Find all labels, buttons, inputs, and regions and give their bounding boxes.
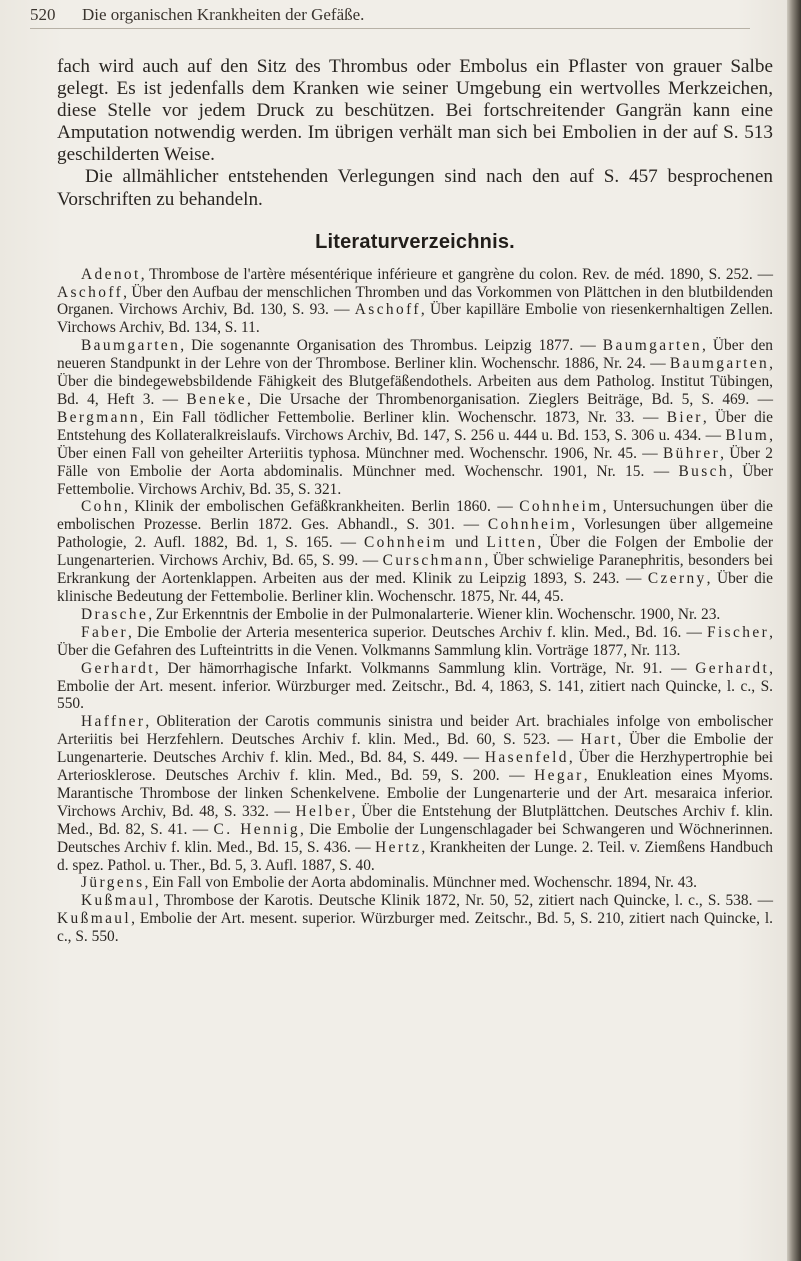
reference-author: Kußmaul <box>81 892 156 910</box>
reference-text: , Über Fettembolie. Virchows Archiv, Bd. 35, S. 321. <box>57 462 773 498</box>
reference-text: , Die Embolie der Lungenschlagader bei Schwangeren und Wöchnerinnen. Deutsches Archiv f. klin. Med., Bd. 15, S. 436. — <box>57 820 774 856</box>
reference-text: , Über einen Fall von geheilter Arteriitis typhosa. Münchner med. Wochenschr. 1906, Nr. 45. — <box>57 426 773 462</box>
reference-author: Baumgarten <box>602 337 703 355</box>
reference-text: , Über die Gefahren des Lufteintritts in die Venen. Volkmanns Sammlung klin. Vorträge 1877, Nr. 113. <box>57 623 773 659</box>
page-number: 520 <box>30 5 56 24</box>
reference-author: Hertz <box>375 838 422 856</box>
reference-author: Hart <box>580 731 618 749</box>
reference-entry <box>57 266 773 338</box>
reference-entry <box>57 337 773 498</box>
reference-author: C. Hennig <box>213 820 300 838</box>
reference-author: Fischer <box>707 623 770 641</box>
reference-author: Baumgarten <box>669 355 770 373</box>
reference-text: , Über den Aufbau der menschlichen Thromben und das Vorkommen von Plättchen in den blutbildenden Organen. Virchows Archiv, Bd. 130, S. 93. — <box>57 283 773 319</box>
reference-author: Bührer <box>662 444 721 462</box>
reference-text: , Untersuchungen über die embolischen Prozesse. Berlin 1872. Ges. Abhandl., S. 301. — <box>57 498 773 534</box>
reference-author: Kußmaul <box>57 910 132 928</box>
reference-text: , Klinik der embolischen Gefäßkrankheiten. Berlin 1860. — <box>123 498 520 516</box>
reference-entry <box>57 606 773 624</box>
reference-author: Haffner <box>81 713 146 731</box>
reference-author: Aschoff <box>57 283 124 301</box>
reference-author: Cohnheim <box>363 534 448 552</box>
reference-entry <box>57 874 773 892</box>
page-header <box>30 2 750 29</box>
reference-author: Hegar <box>534 767 584 785</box>
reference-entry <box>57 624 773 660</box>
reference-text: , Ein Fall von Embolie der Aorta abdominalis. Münchner med. Wochenschr. 1894, Nr. 43. <box>144 874 697 892</box>
reference-text: , Über 2 Fälle von Embolie der Aorta abdominalis. Münchner med. Wochenschr. 1901, Nr. 15. — <box>57 444 773 480</box>
reference-author: Czerny <box>647 570 707 588</box>
reference-text: , Über schwielige Paranephritis, besonders bei Erkrankung der Aortenklappen. Arbeiten aus der med. Klinik zu Leipzig 1893, S. 243. — <box>57 552 773 588</box>
reference-text: , Thrombose de l'artère mésentérique inférieure et gangrène du colon. Rev. de méd. 1890, S. 252. — <box>140 265 773 283</box>
body-paragraph-2: Die allmählicher entstehenden Verlegungen sind nach den auf S. 457 besprochenen Vorschriften zu behandeln. <box>57 166 773 210</box>
reference-text: , Über die Herzhypertrophie bei Arteriosklerose. Deutsches Archiv f. klin. Med., Bd. 59, S. 200. — <box>57 749 773 785</box>
reference-text: und <box>447 534 487 552</box>
reference-text: , Krankheiten der Lunge. 2. Teil. v. Ziemßens Handbuch d. spez. Pathol. u. Ther., Bd. 5, 3. Aufl. 1887, S. 40. <box>57 838 773 874</box>
reference-entry <box>57 713 773 874</box>
reference-author: Hasenfeld <box>484 749 569 767</box>
reference-text: , Vorlesungen über allgemeine Pathologie, 2. Aufl. 1882, Bd. 1, S. 165. — <box>57 516 773 552</box>
reference-text: , Obliteration der Carotis communis sinistra und beider Art. brachiales infolge von embolischer Arteriitis bei Herzfehlern. Deutsches Archiv f. klin. Med., Bd. 60, S. 523. — <box>57 713 773 749</box>
literature-heading: Literaturverzeichnis. <box>315 230 515 253</box>
running-head: Die organischen Krankheiten der Gefäße. <box>82 5 365 24</box>
reference-text: , Zur Erkenntnis der Embolie in der Pulmonalarterie. Wiener klin. Wochenschr. 1900, Nr. 23. <box>148 605 721 623</box>
reference-author: Gerhardt <box>81 659 155 677</box>
reference-author: Drasche <box>81 605 149 623</box>
reference-author: Adenot <box>81 265 141 283</box>
reference-list <box>57 266 773 946</box>
reference-author: Bier <box>666 408 703 426</box>
reference-author: Aschoff <box>354 301 421 319</box>
reference-author: Jürgens <box>81 874 145 892</box>
reference-author: Beneke <box>186 391 247 408</box>
reference-author: Busch <box>678 462 729 480</box>
reference-text: , Die Embolie der Arteria mesenterica superior. Deutsches Archiv f. klin. Med., Bd. 16. — <box>128 623 708 641</box>
reference-author: Bergmann <box>57 408 141 426</box>
reference-author: Baumgarten <box>81 337 181 355</box>
reference-text: , Embolie der Art. mesent. inferior. Würzburger med. Zeitschr., Bd. 4, 1863, S. 141, zitiert nach Quincke, l. c., S. 550. <box>57 659 773 713</box>
body-paragraph-1: fach wird auch auf den Sitz des Thrombus oder Embolus ein Pflaster von grauer Salbe gelegt. Es ist jedenfalls dem Kranken wie seiner Umgebung ein wertvolles Merkzeichen, diese Stelle vor jedem Druck zu beschützen. Bei fortschreitender Gangrän kann eine Amputation notwendig werden. Im übrigen verhält man sich bei Embolien in der auf S. 513 geschilderten Weise. <box>57 56 773 166</box>
reference-text: , Die Ursache der Thrombenorganisation. Zieglers Beiträge, Bd. 5, S. 469. — <box>246 391 774 408</box>
reference-author: Litten <box>486 534 538 552</box>
reference-text: , Thrombose der Karotis. Deutsche Klinik 1872, Nr. 50, 52, zitiert nach Quincke, l. c., S. 538. — <box>155 892 773 910</box>
reference-author: Curschmann <box>382 552 485 570</box>
reference-text: , Ein Fall tödlicher Fettembolie. Berliner klin. Wochenschr. 1873, Nr. 33. — <box>140 408 667 426</box>
page-content <box>57 56 773 946</box>
reference-author: Helber <box>295 802 352 820</box>
reference-author: Cohn <box>81 498 124 516</box>
reference-author: Blum <box>725 426 770 444</box>
reference-author: Faber <box>81 623 129 641</box>
reference-author: Cohnheim <box>519 498 603 516</box>
reference-text: , Embolie der Art. mesent. superior. Würzburger med. Zeitschr., Bd. 5, S. 210, zitiert nach Quincke, l. c., S. 550. <box>57 910 773 946</box>
reference-text: , Über die bindegewebsbildende Fähigkeit des Blutgefäßendothels. Arbeiten aus dem Patholog. Institut Tübingen, Bd. 4, Heft 3. — <box>57 355 773 408</box>
reference-text: , Enukleation eines Myoms. Marantische Thrombose der linken Schenkelvene. Embolie der Lungenarterie und der Art. mesaraica inferior. Virchows Archiv, Bd. 48, S. 332. — <box>57 767 774 820</box>
reference-author: Gerhardt <box>695 659 770 677</box>
reference-text: , Über die Entstehung des Kollateralkreislaufs. Virchows Archiv, Bd. 147, S. 256 u. 444 u. Bd. 153, S. 306 u. 434. — <box>57 408 773 444</box>
reference-text: , Über die Entstehung der Blutplättchen. Deutsches Archiv f. klin. Med., Bd. 82, S. 41. — <box>57 802 773 838</box>
reference-text: , Der hämorrhagische Infarkt. Volkmanns Sammlung klin. Vorträge, Nr. 91. — <box>154 659 696 677</box>
reference-entry <box>57 498 773 605</box>
reference-text: , Über den neueren Standpunkt in der Lehre von der Thrombose. Berliner klin. Wochenschr. 1886, Nr. 24. — <box>57 337 773 373</box>
reference-text: , Über die klinische Bedeutung der Fettembolie. Berliner klin. Wochenschr. 1875, Nr. 44, 45. <box>57 570 773 605</box>
reference-entry <box>57 660 773 714</box>
reference-text: , Die sogenannte Organisation des Thrombus. Leipzig 1877. — <box>180 337 603 355</box>
reference-entry <box>57 892 773 946</box>
reference-text: , Über die Folgen der Embolie der Lungenarterien. Virchows Archiv, Bd. 65, S. 99. — <box>57 534 773 570</box>
book-spine-shadow <box>787 0 801 1261</box>
reference-text: , Über kapilläre Embolie von riesenkernhaltigen Zellen. Virchows Archiv, Bd. 134, S. 11. <box>57 301 773 337</box>
reference-author: Cohnheim <box>487 516 572 534</box>
reference-text: , Über die Embolie der Lungenarterie. Deutsches Archiv f. klin. Med., Bd. 84, S. 449. — <box>57 731 773 767</box>
